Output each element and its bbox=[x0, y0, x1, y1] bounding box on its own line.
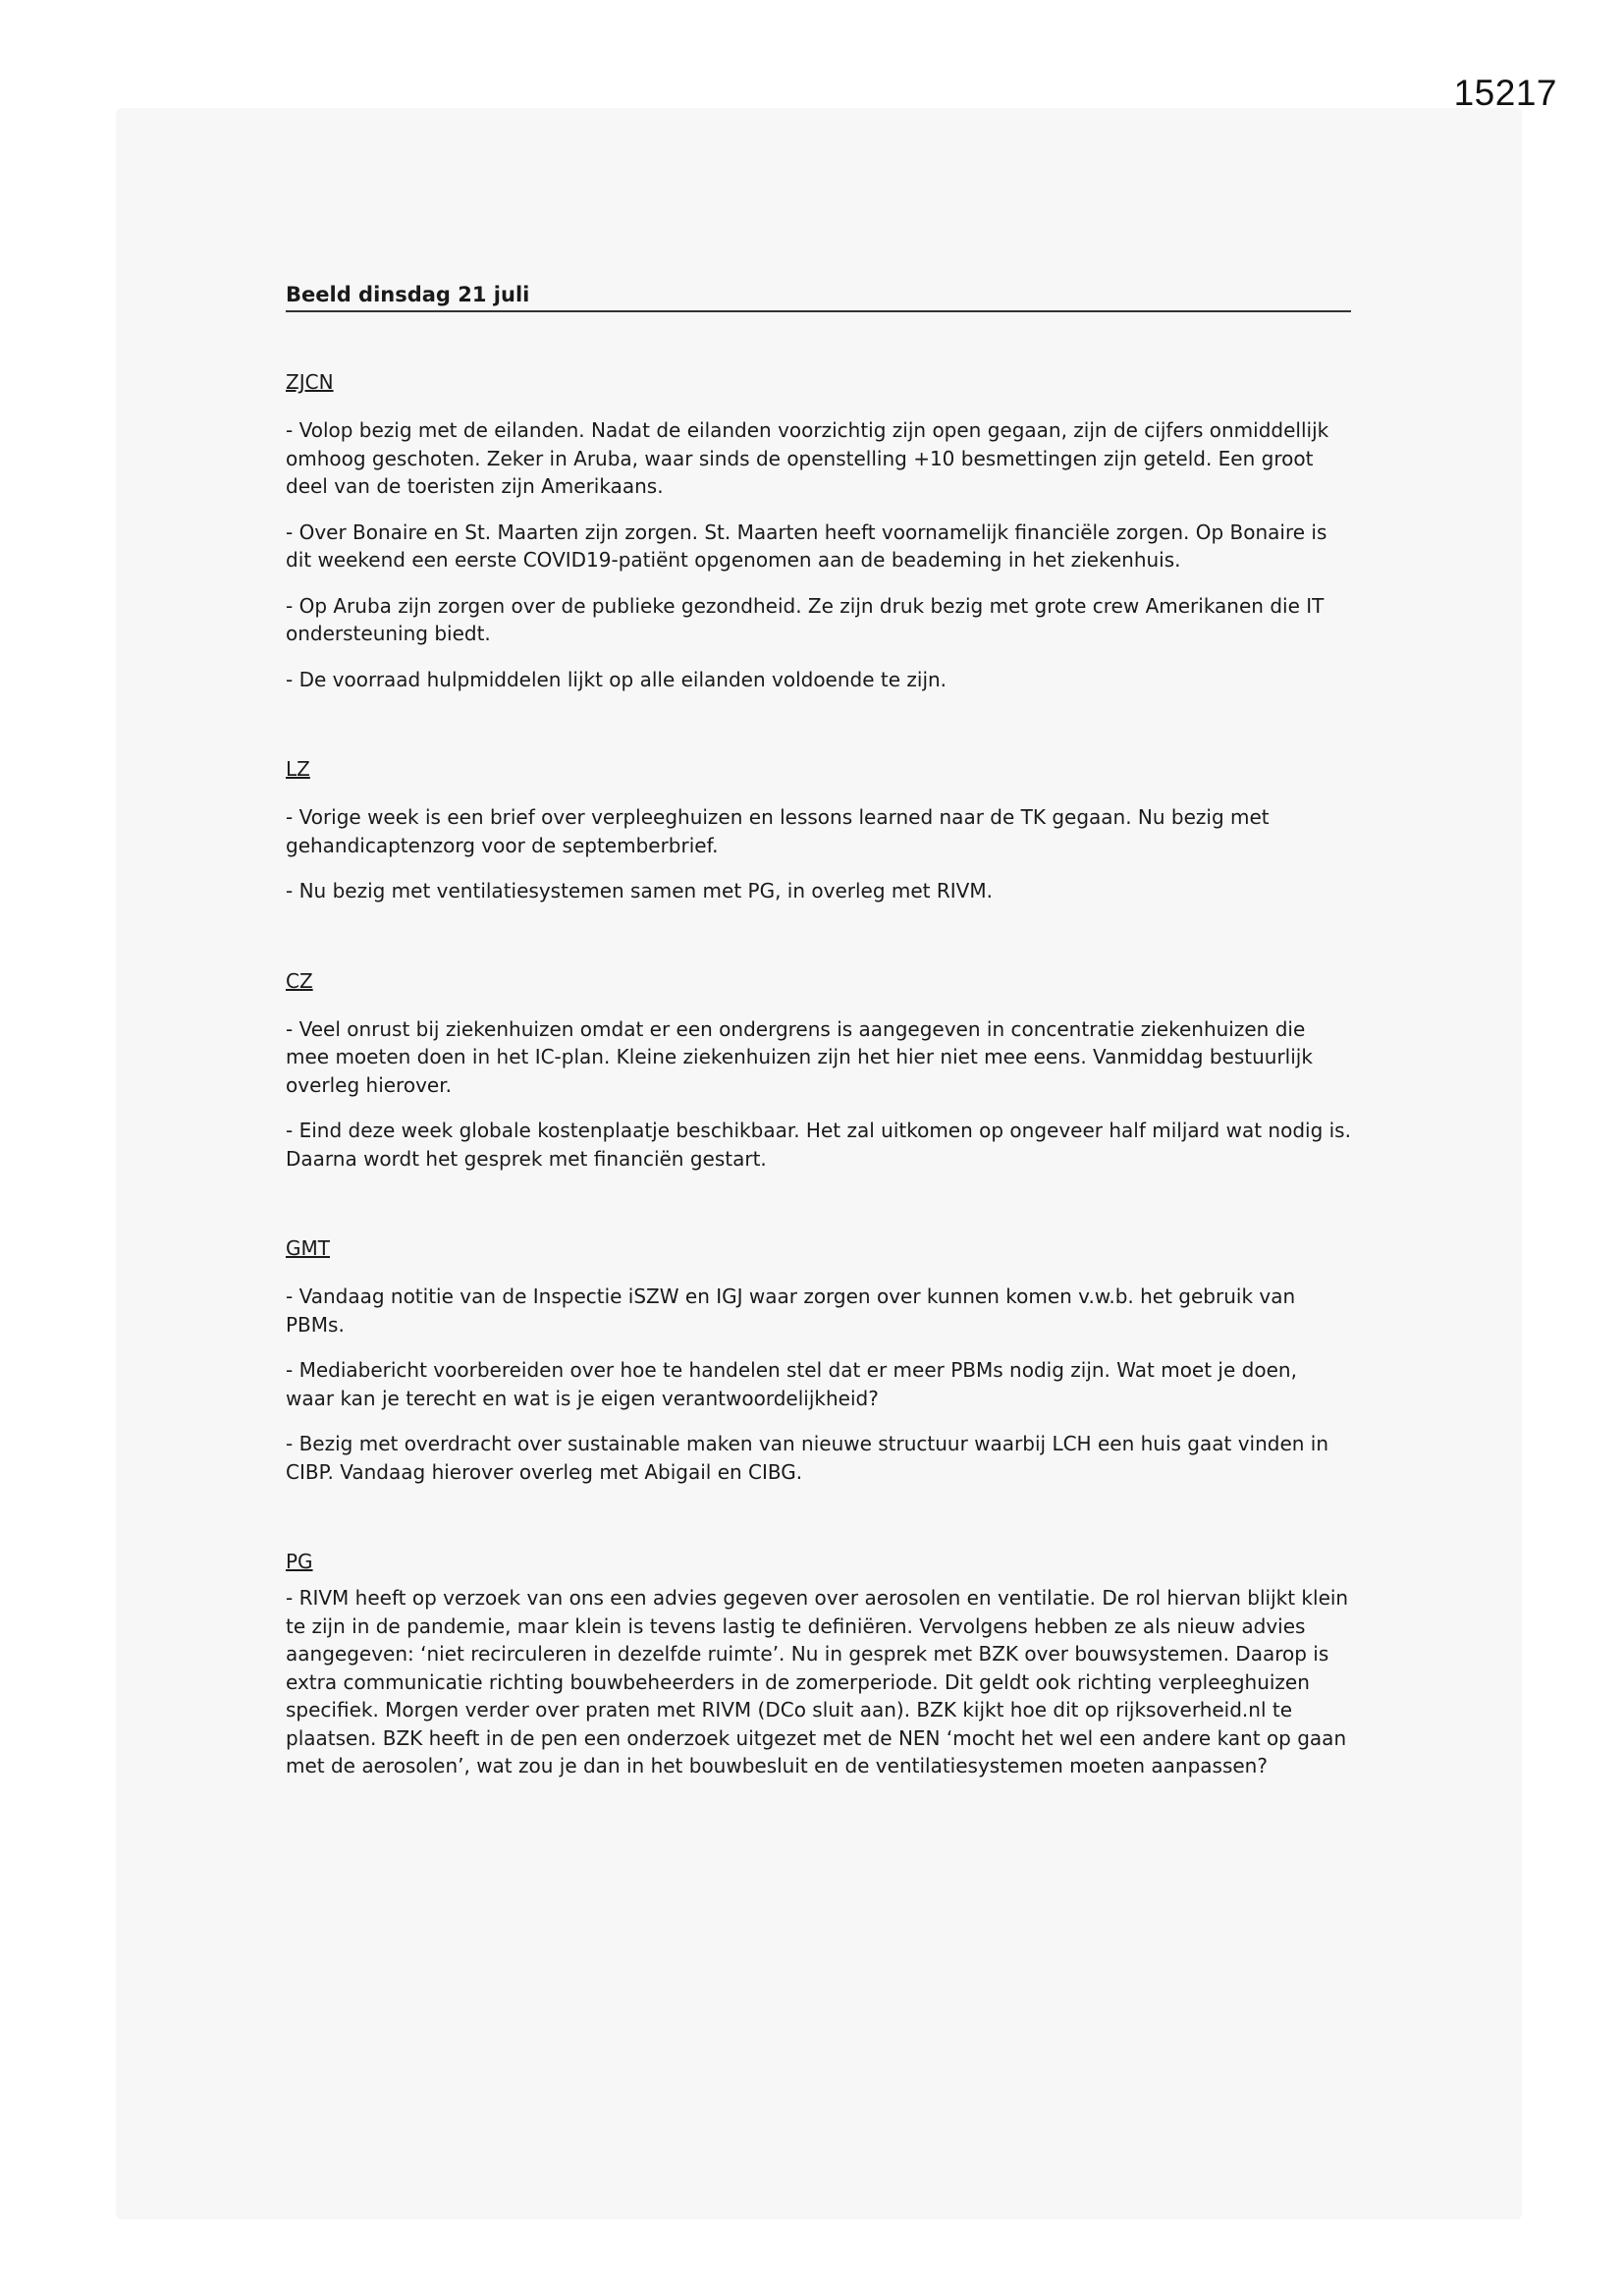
section-lz bbox=[286, 756, 1351, 905]
section-pg bbox=[286, 1549, 1351, 1780]
paragraph: - Vorige week is een brief over verpleeghuizen en lessons learned naar de TK gegaan. Nu bezig met gehandicaptenzorg voor de septemberbrief. bbox=[286, 805, 1270, 857]
section-heading: PG bbox=[286, 1550, 313, 1573]
paragraph: - Volop bezig met de eilanden. Nadat de eilanden voorzichtig zijn open gegaan, zijn de cijfers onmiddellijk omhoog geschoten. Zeker in Aruba, waar sinds de openstelling +10 besmettingen zijn geteld. Een groot deel van de toeristen zijn Amerikaans. bbox=[286, 418, 1329, 498]
section-heading: ZJCN bbox=[286, 370, 334, 394]
paragraph: - Vandaag notitie van de Inspectie iSZW en IGJ waar zorgen over kunnen komen v.w.b. het gebruik van PBMs. bbox=[286, 1285, 1296, 1337]
section-gmt bbox=[286, 1235, 1351, 1486]
section-cz bbox=[286, 968, 1351, 1174]
paragraph: - Over Bonaire en St. Maarten zijn zorgen. St. Maarten heeft voornamelijk financiële zorgen. Op Bonaire is dit weekend een eerste COVID19-patiënt opgenomen aan de beademing in het ziekenhuis. bbox=[286, 519, 1327, 572]
document-body bbox=[286, 283, 1351, 1798]
section-heading: CZ bbox=[286, 968, 313, 993]
paragraph: - Bezig met overdracht over sustainable maken van nieuwe structuur waarbij LCH een huis gaat vinden in CIBP. Vandaag hierover overleg met Abigail en CIBG. bbox=[286, 1432, 1329, 1484]
page-number: 15217 bbox=[1453, 73, 1557, 113]
paragraph: - De voorraad hulpmiddelen lijkt op alle eilanden voldoende te zijn. bbox=[286, 667, 947, 691]
paragraph: - Nu bezig met ventilatiesystemen samen met PG, in overleg met RIVM. bbox=[286, 879, 993, 902]
document-title: Beeld dinsdag 21 juli bbox=[286, 283, 1351, 312]
paragraph: - Mediabericht voorbereiden over hoe te handelen stel dat er meer PBMs nodig zijn. Wat moet je doen, waar kan je terecht en wat is je eigen verantwoordelijkheid? bbox=[286, 1358, 1297, 1410]
paragraph: - RIVM heeft op verzoek van ons een advies gegeven over aerosolen en ventilatie. De rol hiervan blijkt klein te zijn in de pandemie, maar klein is tevens lastig te definiëren. Vervolgens hebben ze als nieuw advies aangegeven: ‘niet recirculeren in dezelfde ruimte’. Nu in gesprek met BZK over bouwsystemen. Daarop is extra communicatie richting bouwbeheerders in de zomerperiode. Dit geldt ook richting verpleeghuizen specifiek. Morgen verder over praten met RIVM (DCo sluit aan). BZK kijkt hoe dit op rijksoverheid.nl te plaatsen. BZK heeft in de pen een onderzoek uitgezet met de NEN ‘mocht het wel een andere kant op gaan met de aerosolen’, wat zou je dan in het bouwbesluit en de ventilatiesystemen moeten aanpassen? bbox=[286, 1586, 1349, 1777]
section-heading: LZ bbox=[286, 757, 310, 781]
paragraph: - Eind deze week globale kostenplaatje beschikbaar. Het zal uitkomen op ongeveer half miljard wat nodig is. Daarna wordt het gesprek met financiën gestart. bbox=[286, 1119, 1351, 1171]
section-zjcn bbox=[286, 369, 1351, 693]
paragraph: - Op Aruba zijn zorgen over de publieke gezondheid. Ze zijn druk bezig met grote crew Amerikanen die IT ondersteuning biedt. bbox=[286, 593, 1325, 645]
section-heading: GMT bbox=[286, 1236, 330, 1260]
paragraph: - Veel onrust bij ziekenhuizen omdat er een ondergrens is aangegeven in concentratie ziekenhuizen die mee moeten doen in het IC-plan. Kleine ziekenhuizen zijn het hier niet mee eens. Vanmiddag bestuurlijk overleg hierover. bbox=[286, 1016, 1313, 1097]
